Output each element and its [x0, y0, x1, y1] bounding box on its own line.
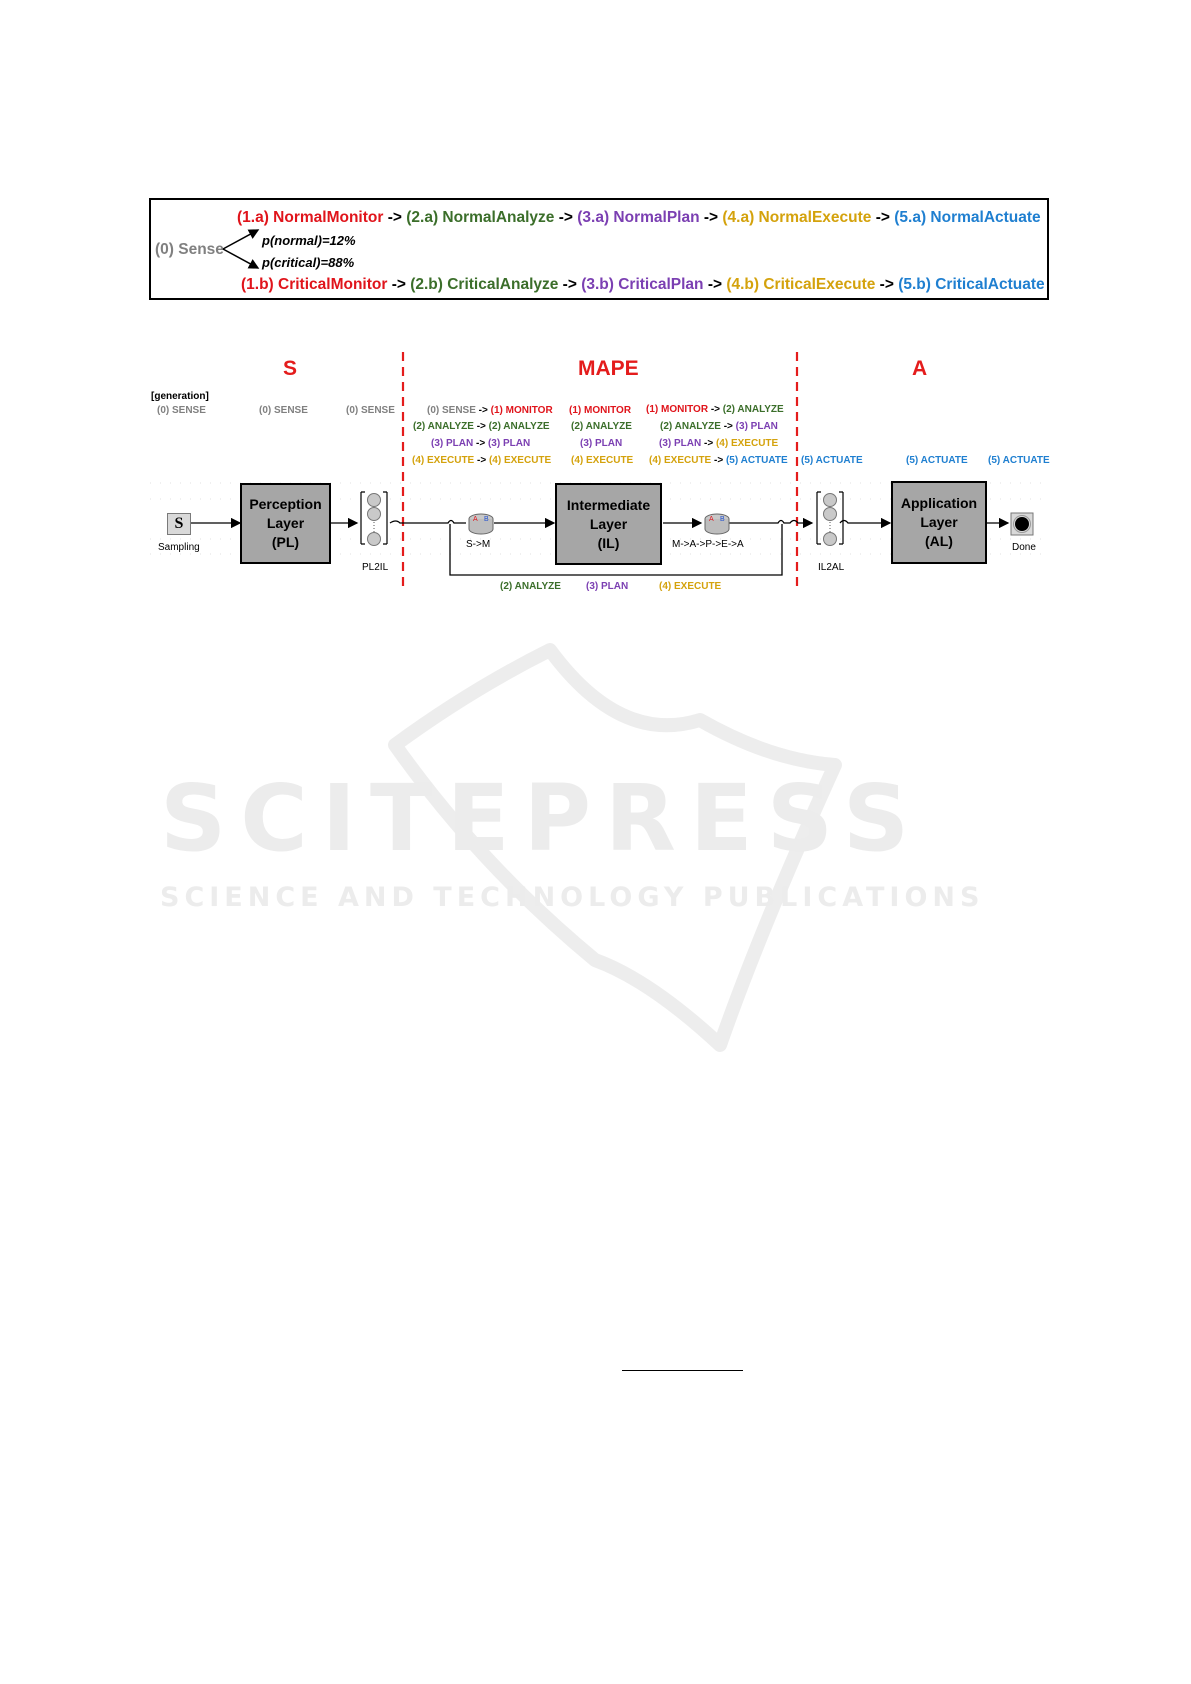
legend-critical-seg: (2.b) CriticalAnalyze [410, 276, 559, 293]
il-out-seg: (3) PLAN [735, 421, 778, 432]
il-queue-seg: (4) EXECUTE [488, 455, 552, 466]
sense-label-2: (0) SENSE [259, 405, 308, 416]
legend-p-normal: p(normal)=12% [262, 233, 356, 248]
svg-text:B: B [720, 516, 725, 523]
section-a-title: A [912, 357, 928, 380]
il2al-queue[interactable] [815, 490, 845, 552]
legend-critical-seg: -> [875, 276, 899, 293]
section-mape-title: MAPE [578, 357, 639, 380]
il2al-label: IL2AL [818, 562, 845, 573]
legend-critical-seg: -> [703, 276, 727, 293]
legend-normal-seg: -> [383, 209, 407, 226]
il-out-seg: (2) ANALYZE [660, 421, 721, 432]
il-out-seg: -> [720, 421, 736, 432]
il-queue-seg: (4) EXECUTE [412, 455, 475, 466]
il-queue-seg: -> [473, 438, 488, 449]
feedback-label-plan: (3) PLAN [586, 581, 629, 592]
il-out-seg: (4) EXECUTE [715, 438, 779, 449]
legend-p-critical: p(critical)=88% [262, 255, 355, 270]
pl2il-queue[interactable] [359, 490, 389, 552]
legend-critical-seg: (4.b) CriticalExecute [726, 276, 876, 293]
legend-critical-seg: (3.b) CriticalPlan [581, 276, 704, 293]
feedback-label-analyze: (2) ANALYZE [500, 581, 561, 592]
legend-sense: (0) Sense [155, 241, 224, 258]
legend-critical-seg: -> [387, 276, 411, 293]
legend-normal-seg: -> [554, 209, 578, 226]
il-queue-seg: -> [475, 405, 491, 416]
mape-router-label: M->A->P->E->A [672, 539, 744, 550]
il-server-row-1: (1) MONITOR [569, 405, 632, 416]
il-server-row-2: (2) ANALYZE [571, 421, 632, 432]
actuate-label-1: (5) ACTUATE [801, 455, 863, 466]
il-out-seg: (2) ANALYZE [722, 404, 784, 415]
legend-normal-seg: (3.a) NormalPlan [577, 209, 700, 226]
legend-normal-seg: (2.a) NormalAnalyze [406, 209, 555, 226]
application-layer-box[interactable]: Application Layer (AL) [891, 481, 987, 564]
legend-critical-seg: -> [558, 276, 582, 293]
footnote-rule [622, 1370, 743, 1371]
legend-normal-seg: (1.a) NormalMonitor [237, 209, 384, 226]
legend-critical-seg: (5.b) CriticalActuate [898, 276, 1045, 293]
il-queue-seg: (0) SENSE [427, 405, 476, 416]
watermark-subtitle: SCIENCE AND TECHNOLOGY PUBLICATIONS [160, 882, 985, 913]
il-queue-seg: -> [473, 421, 489, 432]
il-out-seg: (4) EXECUTE [649, 455, 712, 466]
done-sink-icon[interactable] [1010, 512, 1034, 536]
feedback-label-execute: (4) EXECUTE [659, 581, 722, 592]
watermark-title: SCITEPRESS [160, 765, 924, 872]
sampling-source-icon[interactable]: S [167, 513, 191, 535]
legend-normal-seg: (4.a) NormalExecute [722, 209, 872, 226]
s-to-m-label: S->M [466, 539, 491, 550]
perception-layer-box[interactable]: Perception Layer (PL) [240, 483, 331, 564]
s-to-m-router-icon[interactable] [467, 511, 495, 537]
sampling-label: Sampling [158, 542, 200, 553]
il-queue-seg: -> [474, 455, 489, 466]
legend-critical-seg: (1.b) CriticalMonitor [241, 276, 388, 293]
il-out-seg: (1) MONITOR [646, 404, 709, 415]
section-s-title: S [283, 357, 298, 380]
il-out-seg: (5) ACTUATE [725, 455, 788, 466]
il-queue-seg: (2) ANALYZE [413, 421, 474, 432]
il-out-seg: -> [708, 404, 723, 415]
il-queue-seg: (2) ANALYZE [488, 421, 550, 432]
il-server-row-4: (4) EXECUTE [571, 455, 634, 466]
generation-label: [generation] [151, 391, 209, 402]
il-queue-seg: (3) PLAN [431, 438, 474, 449]
il-out-seg: -> [701, 438, 716, 449]
actuate-label-3: (5) ACTUATE [988, 455, 1050, 466]
il-queue-seg: (1) MONITOR [490, 405, 553, 416]
legend-normal-seg: -> [699, 209, 723, 226]
actuate-label-2: (5) ACTUATE [906, 455, 968, 466]
svg-text:B: B [484, 516, 489, 523]
sense-label-1: (0) SENSE [157, 405, 206, 416]
il-server-row-3: (3) PLAN [580, 438, 623, 449]
pl2il-label: PL2IL [362, 562, 389, 573]
sense-label-3: (0) SENSE [346, 405, 395, 416]
svg-text:A: A [709, 516, 714, 523]
legend-normal-seg: -> [871, 209, 895, 226]
legend-normal-seg: (5.a) NormalActuate [894, 209, 1041, 226]
il-out-seg: -> [711, 455, 726, 466]
il-out-seg: (3) PLAN [659, 438, 702, 449]
svg-text:A: A [473, 516, 478, 523]
intermediate-layer-box[interactable]: Intermediate Layer (IL) [555, 483, 662, 565]
done-label: Done [1012, 542, 1036, 553]
mape-router-icon[interactable] [703, 511, 731, 537]
il-queue-seg: (3) PLAN [487, 438, 531, 449]
